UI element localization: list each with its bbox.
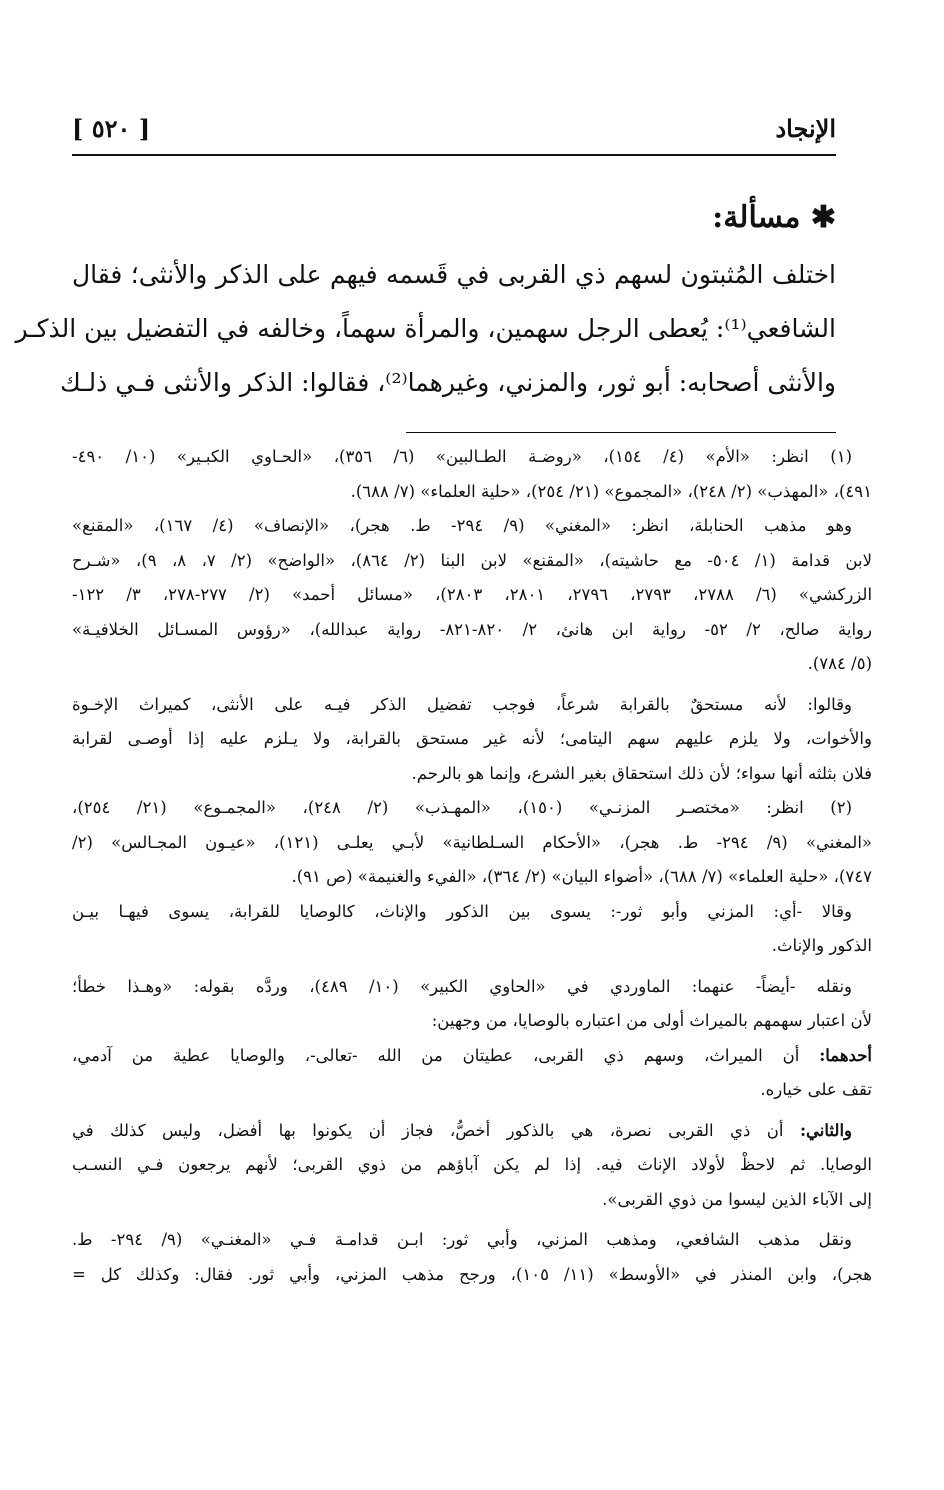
header-divider: [72, 154, 836, 156]
footnote-line: ونقل مذهب الشافعي، ومذهب المزني، وأبي ثور: ابـن قدامـة فـي «المغنـي» (٩/ ٢٩٤- ط.: [72, 1230, 853, 1249]
footnote-line: أحدهما: أن الميراث، وسهم ذي القربى، عطيتان من الله -تعالى-، والوصايا عطية من آدمي،: [72, 1045, 872, 1065]
footnote-line: والثاني: أن ذي القربى نصرة، هي بالذكور أخصُّ، فجاز أن يكونوا بها أفضل، وليس كذلك في: [72, 1120, 852, 1140]
footnote-bold-lead: أحدهما:: [819, 1045, 872, 1065]
footnote-line: هجر)، وابن المنذر في «الأوسط» (١١/ ١٠٥)، ورجح مذهب المزني، وأبي ثور. فقال: وكذلك كل =: [72, 1264, 872, 1284]
footnote-line: وقالا -أي: المزني وأبو ثور-: يسوى بين الذكور والإناث، كالوصايا للقرابة، يسوى فيهـا بيـن: [72, 901, 852, 921]
footnote-line: رواية صالح، ٢/ ٥٢- رواية ابن هانئ، ٢/ ٨٢٠-٨٢١- رواية عبدالله)، «رؤوس المسـائل الخلافيـة»: [72, 619, 872, 639]
main-text-line: اختلف المُثبتون لسهم ذي القربى في قَسمه فيهم على الذكر والأنثى؛ فقال: [72, 260, 836, 289]
footnote-line: ٤٩١)، «المهذب» (٢/ ٢٤٨)، «المجموع» (٢١/ ٢٥٤)، «حلية العلماء» (٧/ ٦٨٨).: [350, 481, 872, 501]
footnote-line: وقالوا: لأنه مستحقٌ بالقرابة شرعاً، فوجب تفضيل الذكر فيـه على الأنثى، كميراث الإخـوة: [72, 694, 852, 714]
footnote-line: (٥/ ٧٨٤).: [807, 654, 872, 673]
footnote-line: ونقله -أيضاً- عنهما: الماوردي في «الحاوي الكبير» (١٠/ ٤٨٩)، وردَّه بقوله: «وهـذا خطأ؛: [72, 976, 852, 996]
page-header: [72, 108, 836, 152]
masala-heading: ✱ مسألة:: [712, 200, 836, 235]
footnote-line: (٢) انظر: «مختصـر المزنـي» (١٥٠)، «المهـذب» (٢/ ٢٤٨)، «المجمـوع» (٢١/ ٢٥٤)،: [72, 798, 852, 817]
footnote-line: والأخوات، ولا يلزم عليهم سهم اليتامى؛ لأنه غير مستحق بالقرابة، ولا يـلزم عليه إذا أوصـى لقرابة: [72, 729, 872, 748]
footnote-line: تقف على خياره.: [760, 1080, 872, 1099]
footnote-line: فلان بثلثه أنها سواء؛ لأن ذلك استحقاق بغير الشرع، وإنما هو بالرحم.: [411, 763, 872, 783]
book-title: الإنجاد: [775, 114, 836, 143]
main-text: [15, 248, 836, 410]
footnote-line: (١) انظر: «الأم» (٤/ ١٥٤)، «روضـة الطـالبين» (٦/ ٣٥٦)، «الحـاوي الكبـير» (١٠/ ٤٩٠-: [72, 447, 853, 466]
footnote-line: لأن اعتبار سهمهم بالميراث أولى من اعتباره بالوصايا، من وجهين:: [431, 1011, 872, 1030]
footnote-divider: [406, 432, 836, 433]
page-number: [ ٥٢٠ ]: [72, 114, 151, 143]
footnote-line: إلى الآباء الذين ليسوا من ذوي القربى».: [602, 1189, 872, 1209]
footnotes: [72, 440, 872, 1292]
main-text-line: والأنثى أصحابه: أبو ثور، والمزني، وغيرهما⁽²⁾، فقالوا: الذكر والأنثى فـي ذلـك: [60, 368, 836, 397]
main-text-line: الشافعي⁽¹⁾: يُعطى الرجل سهمين، والمرأة سهماً، وخالفه في التفضيل بين الذكـر: [15, 314, 836, 343]
footnote-bold-lead: والثاني:: [799, 1120, 852, 1140]
footnote-line: الوصايا. ثم لاحظْ لأولاد الإناث فيه. إذا لم يكن آباؤهم من ذوي القربى؛ لأنهم يرجعون فـي النسـب: [72, 1155, 872, 1174]
footnote-line: ٧٤٧)، «حلية العلماء» (٧/ ٦٨٨)، «أضواء البيان» (٢/ ٣٦٤)، «الفيء والغنيمة» (ص ٩١).: [291, 867, 872, 886]
footnote-line: «المغني» (٩/ ٢٩٤- ط. هجر)، «الأحكام السـلطانية» لأبـي يعلـى (١٢١)، «عيـون المجـالس» (٢/: [72, 832, 872, 852]
footnote-line: الزركشي» (٦/ ٢٧٨٨، ٢٧٩٣، ٢٧٩٦، ٢٨٠١، ٢٨٠٣)، «مسائل أحمد» (٢/ ٢٧٧-٢٧٨، ٣/ ١٢٢-: [72, 585, 873, 604]
footnote-line: وهو مذهب الحنابلة، انظر: «المغني» (٩/ ٢٩٤- ط. هجر)، «الإنصاف» (٤/ ١٦٧)، «المقنع»: [72, 516, 852, 535]
footnote-line: الذكور والإناث.: [771, 936, 872, 955]
footnote-line: لابن قدامة (١/ ٥٠٤- مع حاشيته)، «المقنع» لابن البنا (٢/ ٨٦٤)، «الواضح» (٢/ ٧، ٨، ٩)، «شـرح: [72, 550, 872, 570]
